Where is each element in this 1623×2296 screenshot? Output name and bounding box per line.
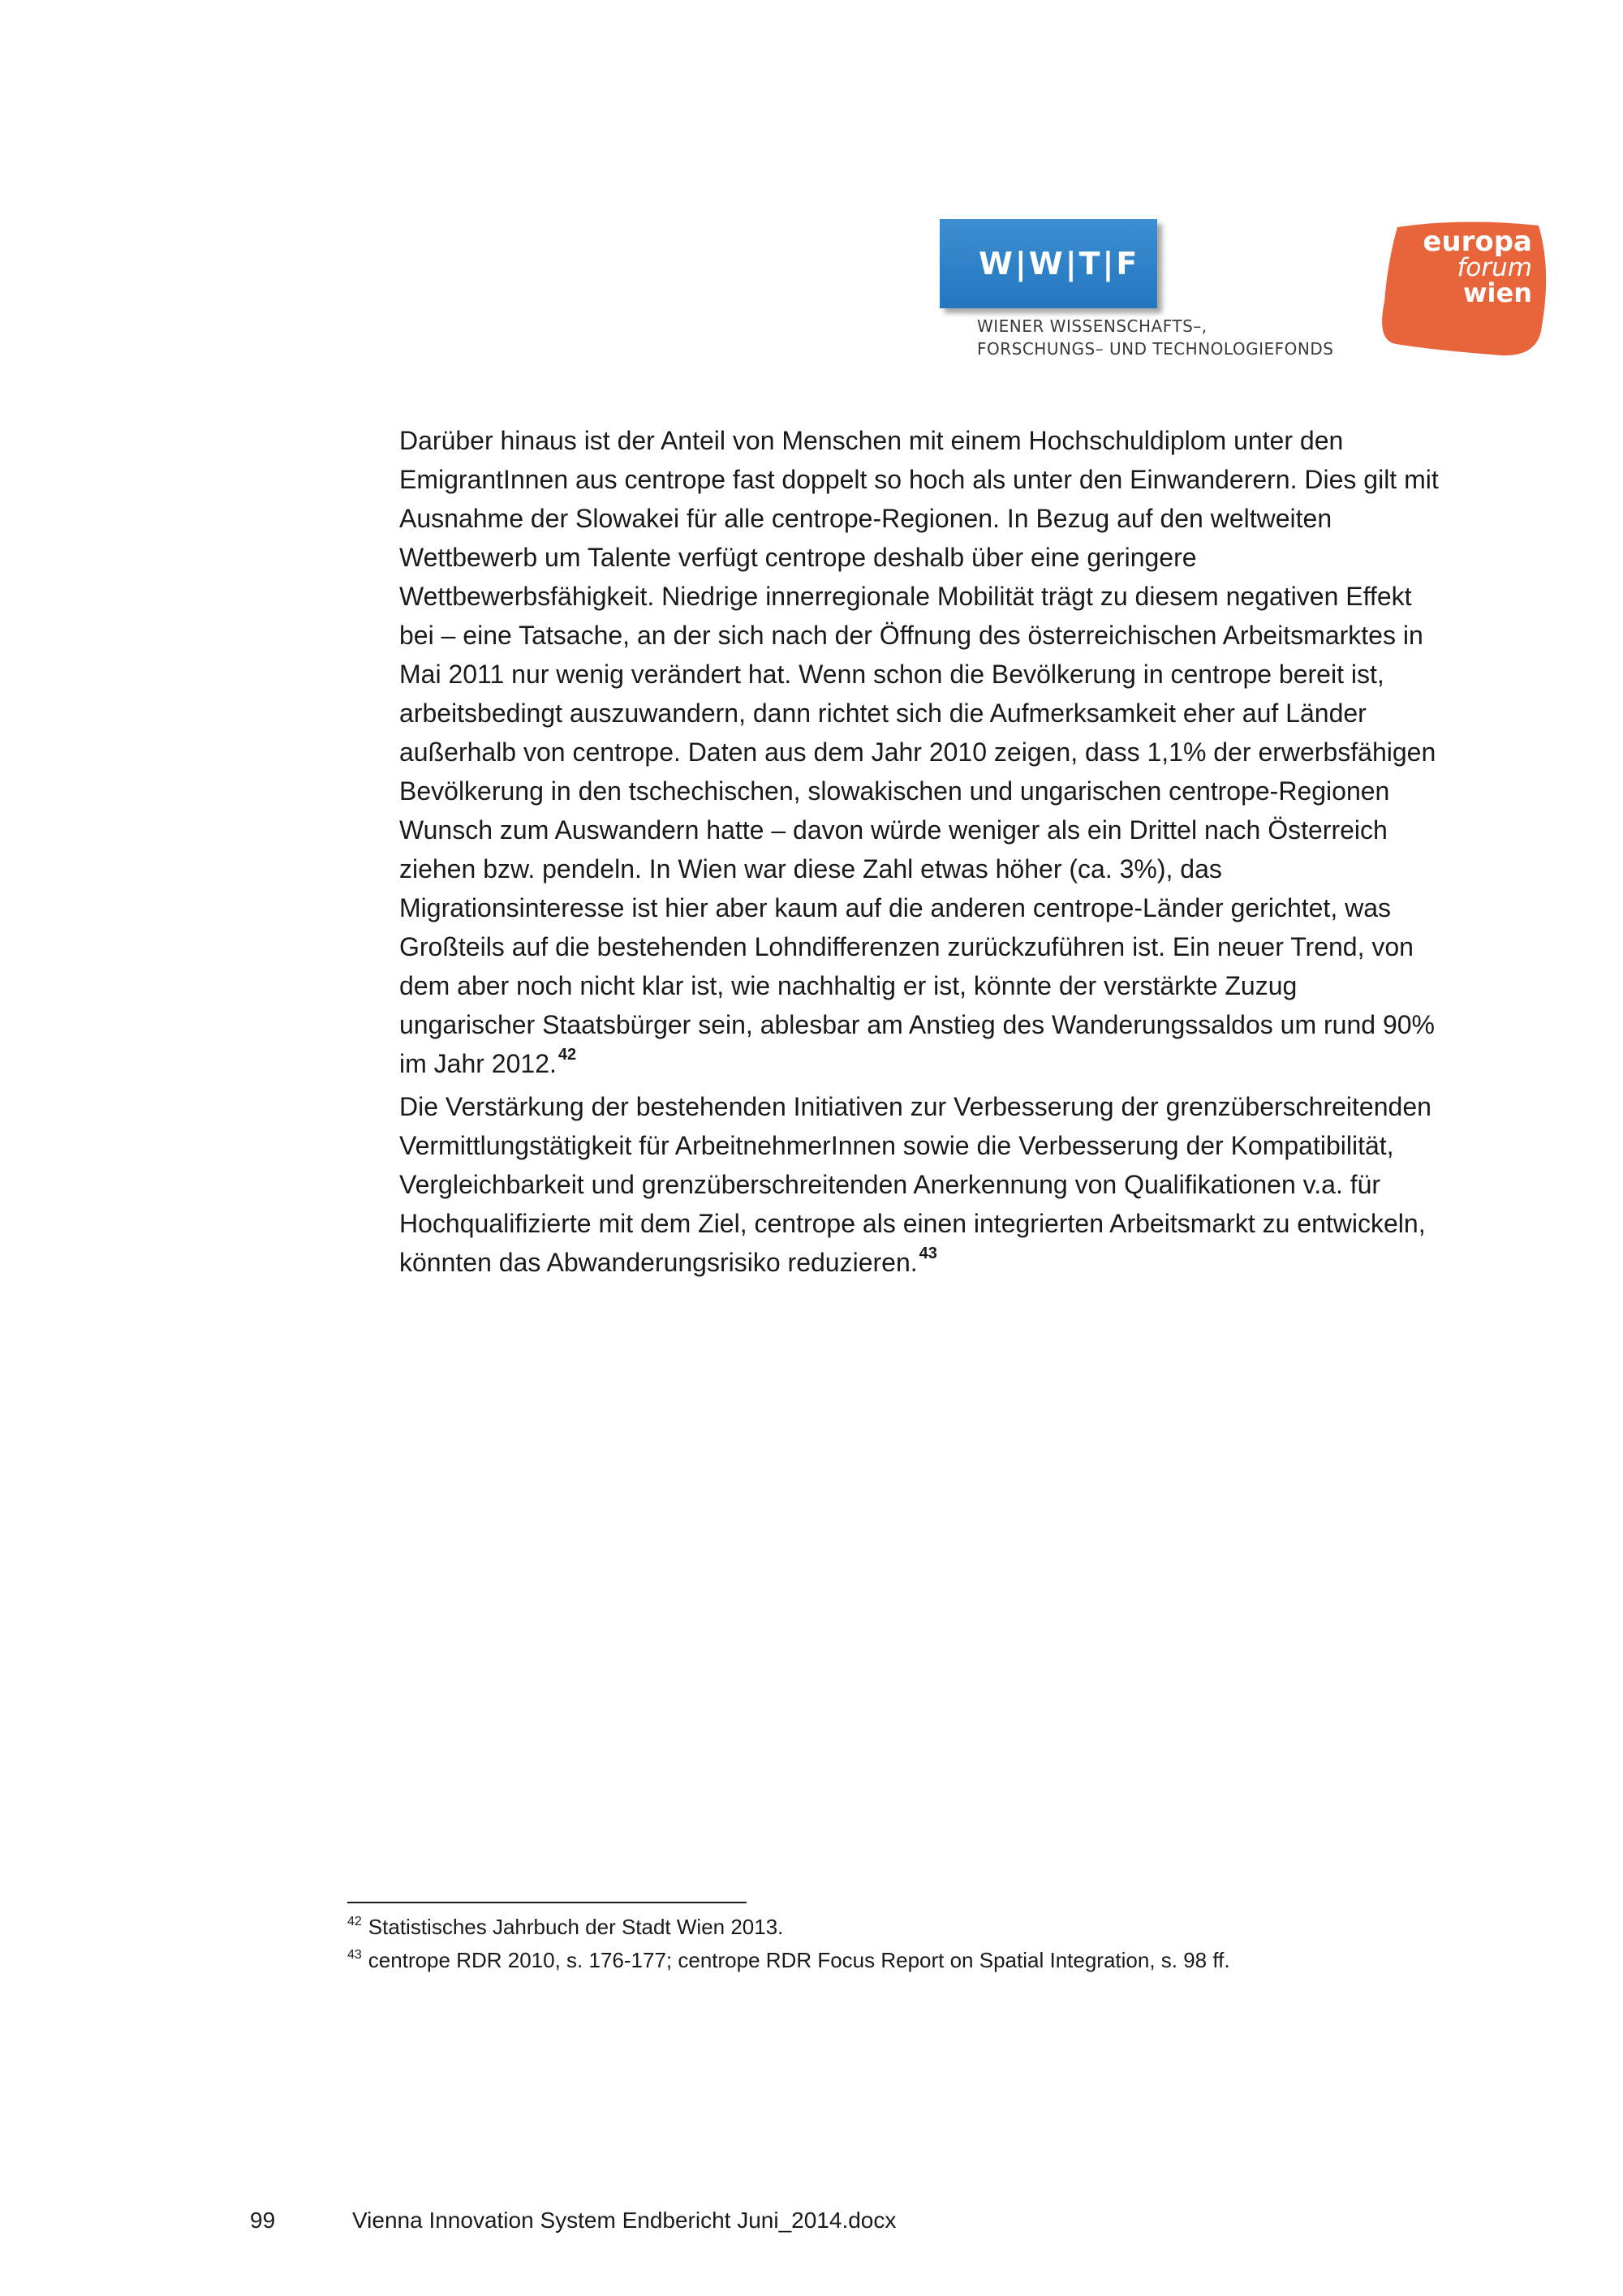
document-name: Vienna Innovation System Endbericht Juni_2014.docx xyxy=(352,2208,897,2233)
europa-logo-line1: europa xyxy=(1423,226,1532,258)
body-line xyxy=(399,1044,1560,1087)
footnote-42 xyxy=(347,1912,1230,1946)
body-line: Darüber hinaus ist der Anteil von Menschen mit einem Hochschuldiplom unter den xyxy=(399,426,1344,455)
body-line: außerhalb von centrope. Daten aus dem Jahr 2010 zeigen, dass 1,1% der erwerbsfähigen xyxy=(399,737,1436,767)
footnote-43 xyxy=(347,1946,1230,1979)
footnote-text: Statistisches Jahrbuch der Stadt Wien 2013. xyxy=(368,1915,784,1939)
body-line-text: könnten das Abwanderungsrisiko reduzieren. xyxy=(399,1248,918,1277)
footnote-ref-42[interactable]: 42 xyxy=(558,1046,577,1064)
footnote-number: 42 xyxy=(347,1915,362,1928)
wwtf-logo xyxy=(940,219,1362,365)
body-line: bei – eine Tatsache, an der sich nach der Öffnung des österreichischen Arbeitsmarktes in xyxy=(399,621,1423,650)
body-line: Migrationsinteresse ist hier aber kaum auf die anderen centrope-Länder gerichtet, was xyxy=(399,893,1391,922)
body-text xyxy=(399,421,1560,1286)
wwtf-logo-box xyxy=(940,219,1157,308)
body-line-text: im Jahr 2012. xyxy=(399,1049,557,1078)
footnote-separator xyxy=(347,1902,747,1903)
footnotes xyxy=(347,1912,1230,1979)
body-line: ungarischer Staatsbürger sein, ablesbar am Anstieg des Wanderungssaldos um rund 90% xyxy=(399,1010,1435,1039)
body-line: dem aber noch nicht klar ist, wie nachhaltig er ist, könnte der verstärkte Zuzug xyxy=(399,971,1298,1000)
wwtf-caption xyxy=(977,315,1333,360)
body-line: Vermittlungstätigkeit für ArbeitnehmerInnen sowie die Verbesserung der Kompatibilität, xyxy=(399,1131,1394,1160)
body-line xyxy=(399,1243,1560,1286)
body-line: ziehen bzw. pendeln. In Wien war diese Zahl etwas höher (ca. 3%), das xyxy=(399,854,1222,884)
body-line: Hochqualifizierte mit dem Ziel, centrope als einen integrierten Arbeitsmarkt zu entwickeln, xyxy=(399,1209,1426,1238)
body-line: EmigrantInnen aus centrope fast doppelt so hoch als unter den Einwanderern. Dies gilt mit xyxy=(399,465,1439,494)
wwtf-caption-line1: WIENER WISSENSCHAFTS–, xyxy=(977,316,1208,336)
body-line: Die Verstärkung der bestehenden Initiativen zur Verbesserung der grenzüberschreitenden xyxy=(399,1092,1431,1121)
europa-forum-wien-logo xyxy=(1380,221,1550,359)
body-line: Wunsch zum Auswandern hatte – davon würde weniger als ein Drittel nach Österreich xyxy=(399,815,1388,845)
footnote-text: centrope RDR 2010, s. 176-177; centrope RDR Focus Report on Spatial Integration, s. 98 ff. xyxy=(368,1948,1230,1972)
page-number: 99 xyxy=(250,2208,276,2233)
body-line: Bevölkerung in den tschechischen, slowakischen und ungarischen centrope-Regionen xyxy=(399,776,1390,806)
body-line: arbeitsbedingt auszuwandern, dann richtet sich die Aufmerksamkeit eher auf Länder xyxy=(399,699,1367,728)
body-line: Wettbewerbsfähigkeit. Niedrige innerregionale Mobilität trägt zu diesem negativen Effekt xyxy=(399,582,1412,611)
footnote-ref-43[interactable]: 43 xyxy=(919,1245,937,1262)
body-line: Ausnahme der Slowakei für alle centrope-Regionen. In Bezug auf den weltweiten xyxy=(399,504,1332,533)
body-line: Mai 2011 nur wenig verändert hat. Wenn schon die Bevölkerung in centrope bereit ist, xyxy=(399,660,1384,689)
footnote-number: 43 xyxy=(347,1948,362,1962)
europa-logo-line2: forum xyxy=(1457,253,1532,282)
body-line: Großteils auf die bestehenden Lohndifferenzen zurückzuführen ist. Ein neuer Trend, von xyxy=(399,932,1414,961)
body-line: Vergleichbarkeit und grenzüberschreitenden Anerkennung von Qualifikationen v.a. für xyxy=(399,1170,1381,1199)
wwtf-caption-line2: FORSCHUNGS– UND TECHNOLOGIEFONDS xyxy=(977,339,1334,359)
wwtf-logo-text: W|W|T|F xyxy=(979,246,1140,282)
body-line: Wettbewerb um Talente verfügt centrope deshalb über eine geringere xyxy=(399,543,1197,572)
europa-logo-line3: wien xyxy=(1462,277,1532,308)
